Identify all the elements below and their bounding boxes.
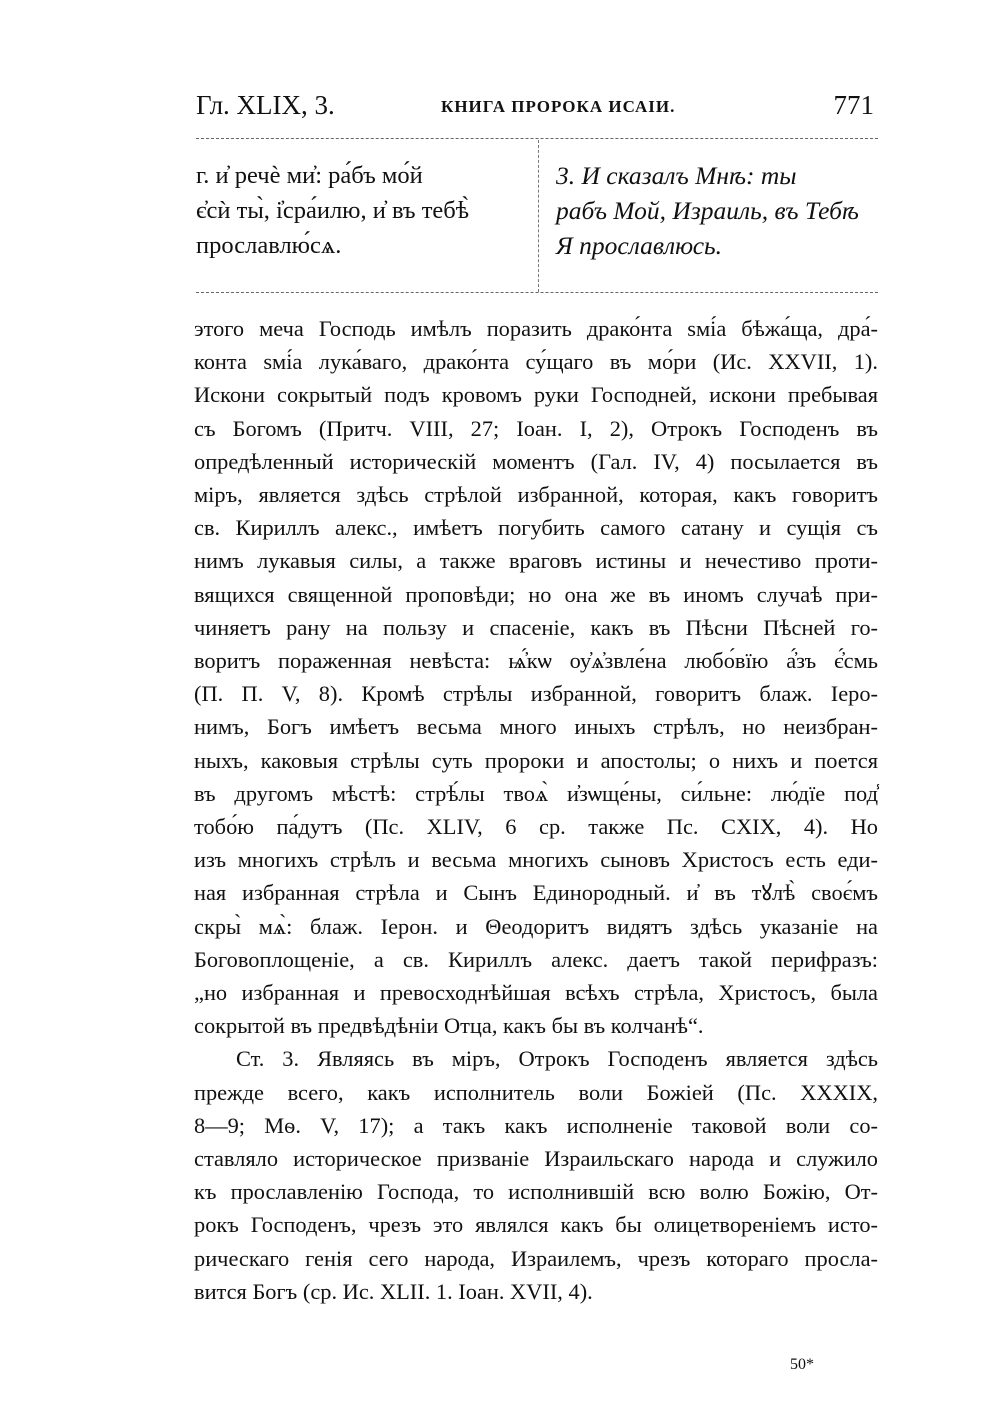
text-line: ставляло историческое призваніе Израильскаго народа и служило <box>194 1146 878 1172</box>
text-line: тобо́ю па́дутъ (Пс. XLIV, 6 ср. также Пс. CXIX, 4). Но <box>194 814 878 840</box>
text-line: „но избранная и превосходнѣйшая всѣхъ стрѣла, Христосъ, была <box>194 980 878 1006</box>
verse-slavonic-line: є҆сѝ ты̀, і҆сра́илю, и҆ въ тебѣ̀ <box>196 197 470 224</box>
text-line: прежде всего, какъ исполнитель воли Божіей (Пс. XXXIX, <box>194 1079 878 1105</box>
signature-mark: 50* <box>790 1356 814 1373</box>
verse-russian-line: Я прославлюсь. <box>556 231 723 260</box>
verse-slavonic-line: прославлю́сѧ. <box>196 232 342 259</box>
text-line: къ прославленію Господа, то исполнившій всю волю Божію, От- <box>194 1179 878 1205</box>
text-line: съ Богомъ (Притч. VIII, 27; Іоан. I, 2), Отрокъ Господенъ въ <box>194 415 878 441</box>
text-line: этого меча Господь имѣлъ поразить драко́нта ѕмі́а бѣжа́ща, дра́- <box>194 316 878 341</box>
verse-russian <box>556 158 878 263</box>
text-line: вящихся священной проповѣди; но она же въ иномъ случаѣ при- <box>194 581 878 607</box>
chapter-reference: Гл. XLIX, 3. <box>196 90 335 120</box>
text-line: Искони сокрытый подъ кровомъ руки Господней, искони пребывая <box>194 382 878 408</box>
book-title: КНИГА ПРОРОКА ИСАІИ. <box>441 97 676 116</box>
commentary-text <box>194 312 878 1308</box>
text-line: Ст. 3. Являясь въ міръ, Отрокъ Господенъ является здѣсь <box>236 1046 878 1072</box>
text-line: 8—9; Мѳ. V, 17); а такъ какъ исполненіе таковой воли со- <box>194 1112 878 1138</box>
text-line: чиняетъ рану на пользу и спасеніе, какъ въ Пѣсни Пѣсней го- <box>194 614 878 640</box>
text-line: нимъ лукавыя силы, а также враговъ истины и нечестиво проти- <box>194 548 878 574</box>
text-line: ныхъ, каковыя стрѣлы суть пророки и апостолы; о нихъ и поется <box>194 747 878 773</box>
verse-slavonic-line: г. и҆ речѐ ми҆: ра́бъ мо́й <box>196 162 423 189</box>
header-rule <box>196 138 878 139</box>
verse-russian-line: рабъ Мой, Израиль, въ Тебѣ <box>556 196 859 225</box>
text-line: воритъ пораженная невѣста: ѩ҆́кѡ оу҆ѧ҆звле́на любо́вїю а҆́зъ є҆́смь <box>194 648 878 674</box>
verse-slavonic <box>196 158 521 263</box>
text-line: св. Кириллъ алекс., имѣетъ погубить самого сатану и сущія съ <box>194 515 878 541</box>
text-line: міръ, является здѣсь стрѣлой избранной, которая, какъ говоритъ <box>194 482 878 508</box>
page-number: 771 <box>833 90 874 120</box>
running-header <box>196 90 886 130</box>
text-line: рокъ Господенъ, чрезъ это являлся какъ бы олицетвореніемъ исто- <box>194 1212 878 1238</box>
text-line: ная избранная стрѣла и Сынъ Единородный. и҆ въ тꙋлѣ̀ своє́мъ <box>194 880 878 906</box>
text-line: нимъ, Богъ имѣетъ весьма много иныхъ стрѣлъ, но неизбран- <box>194 714 878 740</box>
text-line: скры̀ мѧ̀: блаж. Іерон. и Θеодоритъ видятъ здѣсь указаніе на <box>194 913 878 939</box>
text-line: Боговоплощеніе, а св. Кириллъ алекс. даетъ такой перифразъ: <box>194 946 878 972</box>
text-line: (П. П. V, 8). Кромѣ стрѣлы избранной, говоритъ блаж. Іеро- <box>194 681 878 707</box>
text-line: опредѣленный историческій моментъ (Гал. IV, 4) посылается въ <box>194 448 878 474</box>
text-line: вится Богъ (ср. Ис. XLII. 1. Іоан. XVII, 4). <box>194 1278 593 1304</box>
text-line: сокрытой въ предвѣдѣніи Отца, какъ бы въ колчанѣ“. <box>194 1013 704 1039</box>
text-line: рическаго генія сего народа, Израилемъ, чрезъ котораго просла- <box>194 1245 878 1271</box>
verse-russian-line: 3. И сказалъ Мнѣ: ты <box>556 161 797 190</box>
text-line: въ другомъ мѣстѣ: стрѣ́лы твоѧ̀ и҆зѡще́ны, си́льне: лю́дїе под̾ <box>194 780 878 806</box>
text-line: изъ многихъ стрѣлъ и весьма многихъ сыновъ Христосъ есть еди- <box>194 847 878 873</box>
text-line: конта ѕмі́а лука́ваго, драко́нта су́щаго въ мо́ри (Ис. XXVII, 1). <box>194 349 878 375</box>
column-divider <box>538 140 539 292</box>
verse-rule <box>196 292 878 293</box>
